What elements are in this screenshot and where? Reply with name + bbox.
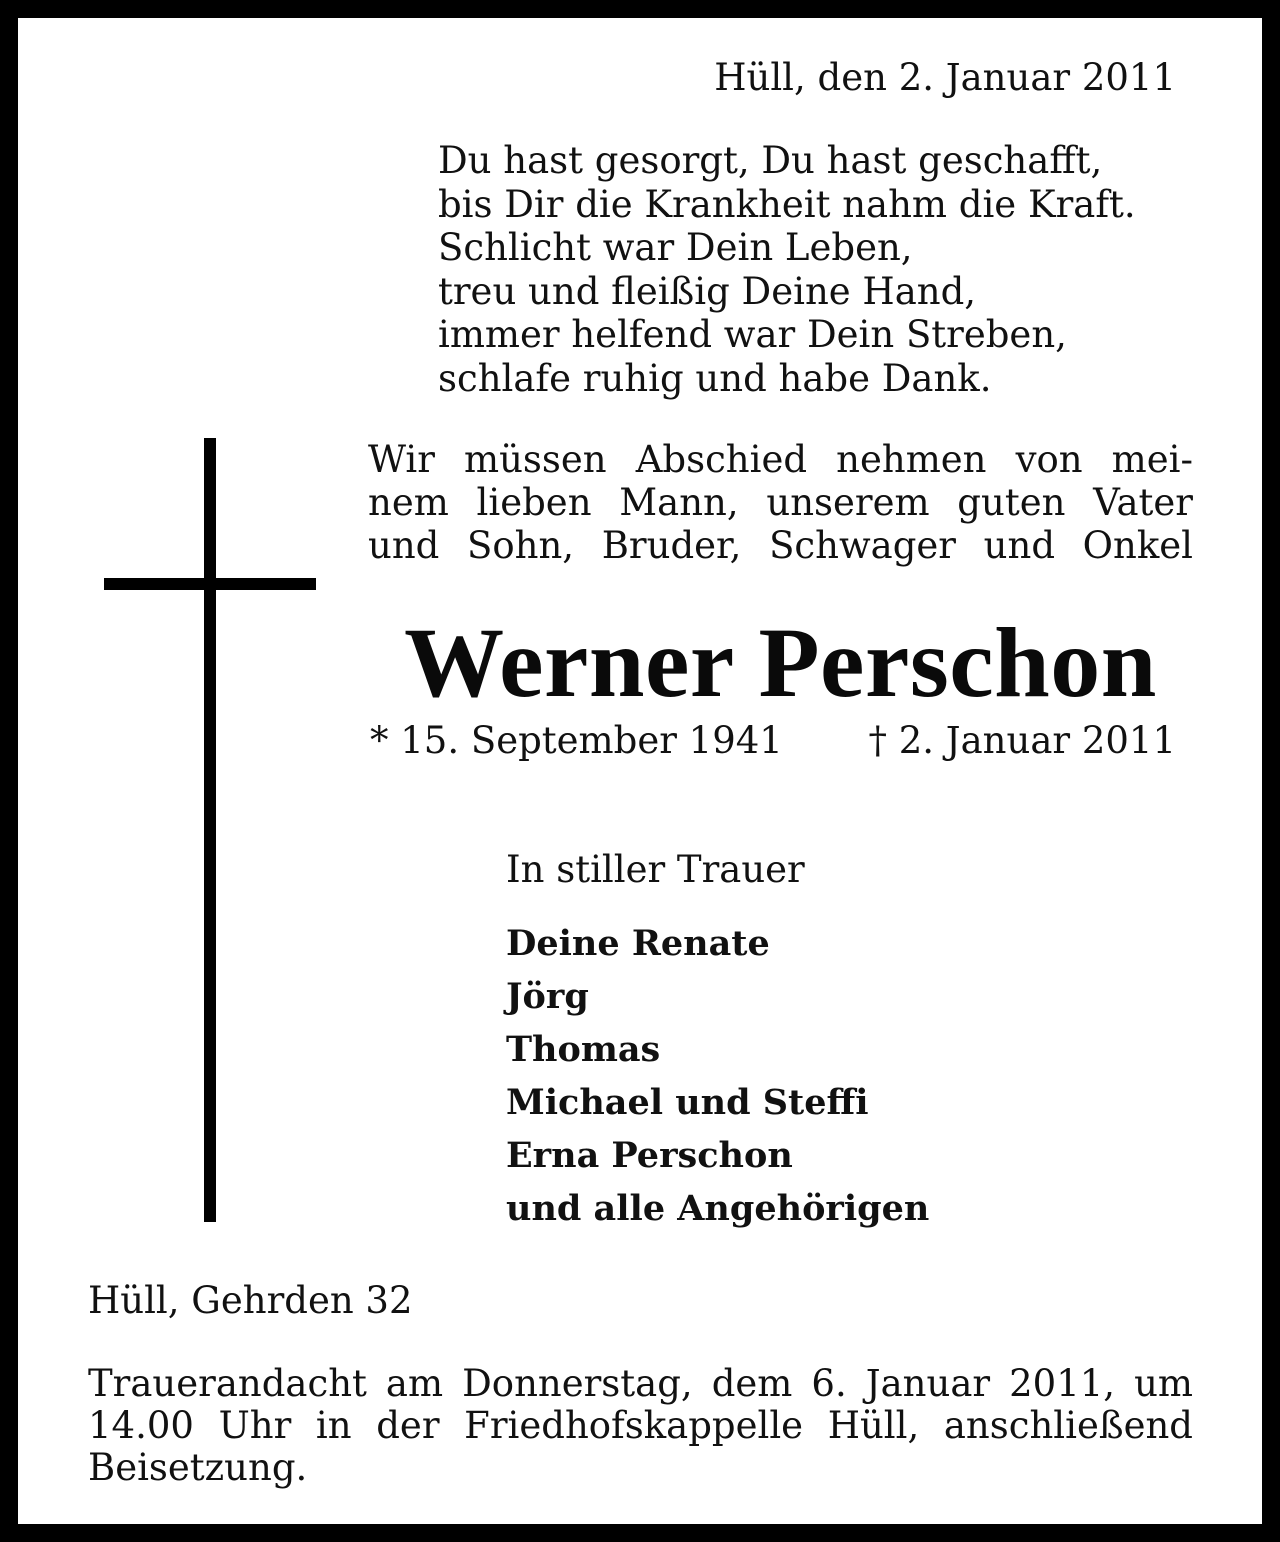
service-line: Trauerandacht am Donnerstag, dem 6. Januar 2011, um [88,1362,1193,1405]
poem-line: bis Dir die Krankheit nahm die Kraft. [438,182,1136,226]
mourner-name: Michael und Steffi [506,1082,869,1123]
cross-vertical-bar [204,438,216,1222]
deceased-name: Werner Perschon [404,607,1157,718]
mourners-list [506,917,929,1235]
mourner-name: Jörg [506,976,589,1017]
death-date: † 2. Januar 2011 [868,719,1176,762]
poem-line: immer helfend war Dein Streben, [438,313,1067,356]
poem-line: schlafe ruhig und habe Dank. [438,356,992,400]
family-address: Hüll, Gehrden 32 [88,1279,413,1322]
mourner-name: Erna Perschon [506,1135,793,1176]
birth-date: * 15. September 1941 [370,719,783,762]
poem-line: treu und fleißig Deine Hand, [438,269,977,313]
intro-line: Wir müssen Abschied nehmen von mei- [368,438,1193,481]
intro-line: nem lieben Mann, unserem guten Vater [368,481,1193,524]
service-line: 14.00 Uhr in der Friedhofskappelle Hüll, anschließend [88,1404,1193,1447]
cross-horizontal-bar [104,578,316,590]
mourner-name: Deine Renate [506,923,770,964]
poem-line: Du hast gesorgt, Du hast geschafft, [438,139,1103,182]
service-announcement [88,1363,1193,1489]
farewell-intro [368,438,1193,567]
poem-line: Schlicht war Dein Leben, [438,226,913,269]
place-date-header: Hüll, den 2. Januar 2011 [714,56,1176,99]
mourner-name: und alle Angehörigen [506,1188,930,1229]
mourning-heading: In stiller Trauer [506,848,805,891]
service-line: Beisetzung. [88,1446,308,1489]
mourner-name: Thomas [506,1029,661,1070]
intro-line: und Sohn, Bruder, Schwager und Onkel [368,524,1193,567]
poem [438,139,1136,400]
obituary-notice [18,18,1262,1524]
